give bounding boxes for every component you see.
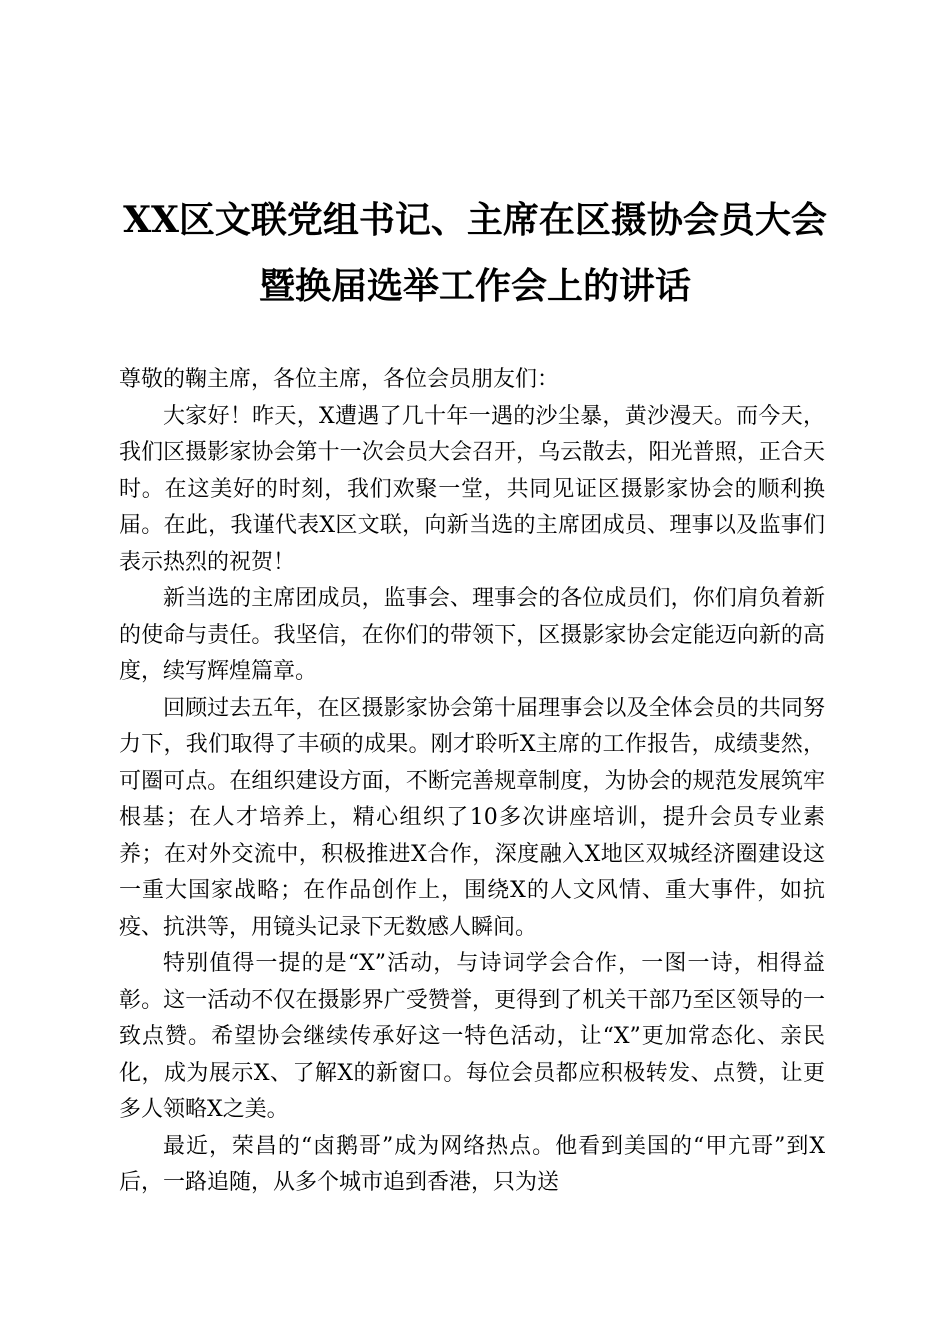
paragraph: 新当选的主席团成员，监事会、理事会的各位成员们，你们肩负着新的使命与责任。我坚信，在你们的带领下，区摄影家协会定能迈向新的高度，续写辉煌篇章。 [119,586,825,684]
document-title [60,196,890,328]
speech-body [119,362,825,1202]
paragraph: 大家好！昨天，X遭遇了几十年一遇的沙尘暴，黄沙漫天。而今天，我们区摄影家协会第十一次会员大会召开，乌云散去，阳光普照，正合天时。在这美好的时刻，我们欢聚一堂，共同见证区摄影家协会的顺利换届。在此，我谨代表X区文联，向新当选的主席团成员、理事以及监事们表示热烈的祝贺！ [119,403,825,575]
title-line-2: 暨换届选举工作会上的讲话 [258,265,691,307]
title-line-1: XX区文联党组书记、主席在区摄协会员大会 [123,199,827,241]
paragraph: 特别值得一提的是“X”活动，与诗词学会合作，一图一诗，相得益彰。这一活动不仅在摄影界广受赞誉，更得到了机关干部乃至区领导的一致点赞。希望协会继续传承好这一特色活动，让“X”更加常态化、亲民化，成为展示X、了解X的新窗口。每位会员都应积极转发、点赞，让更多人领略X之美。 [119,951,825,1122]
greeting-line: 尊敬的鞠主席，各位主席，各位会员朋友们： [119,367,560,392]
paragraph: 回顾过去五年，在区摄影家协会第十届理事会以及全体会员的共同努力下，我们取得了丰硕的成果。刚才聆听X主席的工作报告，成绩斐然，可圈可点。在组织建设方面，不断完善规章制度，为协会的规范发展筑牢根基；在人才培养上，精心组织了10多次讲座培训，提升会员专业素养；在对外交流中，积极推进X合作，深度融入X地区双城经济圈建设这一重大国家战略；在作品创作上，围绕X的人文风情、重大事件，如抗疫、抗洪等，用镜头记录下无数感人瞬间。 [119,695,825,940]
paragraph: 最近，荣昌的“卤鹅哥”成为网络热点。他看到美国的“甲亢哥”到X后，一路追随，从多个城市追到香港，只为送 [119,1133,825,1195]
